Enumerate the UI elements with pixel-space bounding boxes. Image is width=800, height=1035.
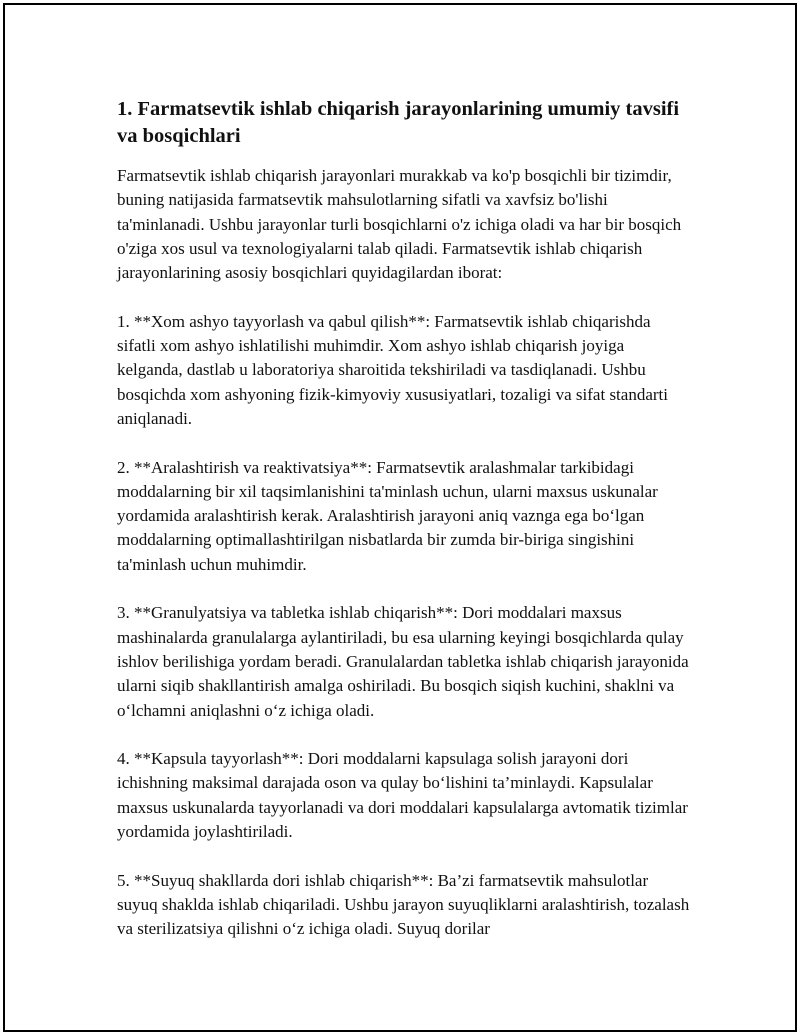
step-5-paragraph: 5. **Suyuq shakllarda dori ishlab chiqarish**: Ba’zi farmatsevtik mahsulotlar suyuq shaklda ishlab chiqariladi. Ushbu jarayon suyuqliklarni aralashtirish, tozalash va sterilizatsiya qilishni o‘z ichiga oladi. Suyuq dorilar bbox=[117, 870, 690, 939]
step-3-paragraph: 3. **Granulyatsiya va tabletka ishlab chiqarish**: Dori moddalari maxsus mashinalarda granulalarga aylantiriladi, bu esa ularning keyingi bosqichlarda qulay ishlov berilishiga yordam beradi. Granulalardan tabletka ishlab chiqarish jarayonida ularni siqib shakllantirish amalga oshiriladi. Bu bosqich siqish kuchini, shaklni va o‘lchamni aniqlashni o‘z ichiga oladi. bbox=[117, 603, 689, 720]
section-heading: 1. Farmatsevtik ishlab chiqarish jarayonlarining umumiy tavsifi va bosqichlari bbox=[117, 98, 680, 147]
intro-paragraph: Farmatsevtik ishlab chiqarish jarayonlari murakkab va ko'p bosqichli bir tizimdir, buning natijasida farmatsevtik mahsulotlarning sifatli va xavfsiz bo'lishi ta'minlanadi. Ushbu jarayonlar turli bosqichlarni o'z ichiga oladi va har bir bosqich o'ziga xos usul va texnologiyalarni talab qiladi. Farmatsevtik ishlab chiqarish jarayonlarining asosiy bosqichlari quyidagilardan iborat: bbox=[117, 166, 682, 283]
step-1-paragraph: 1. **Xom ashyo tayyorlash va qabul qilish**: Farmatsevtik ishlab chiqarishda sifatli xom ashyo ishlatilishi muhimdir. Xom ashyo ishlab chiqarish joyiga kelganda, dastlab u laboratoriya sharoitida tekshiriladi va tasdiqlanadi. Ushbu bosqichda xom ashyoning fizik-kimyoviy xususiyatlari, tozaligi va sifat standarti aniqlanadi. bbox=[117, 311, 668, 428]
document-body bbox=[117, 96, 692, 966]
step-2-paragraph: 2. **Aralashtirish va reaktivatsiya**: Farmatsevtik aralashmalar tarkibidagi moddalarning bir xil taqsimlanishini ta'minlash uchun, ularni maxsus uskunalar yordamida aralashtirish kerak. Aralashtirish jarayoni aniq vaznga ega bo‘lgan moddalarning optimallashtirilgan nisbatlarda bir zumda bir-biriga singishini ta'minlash uchun muhimdir. bbox=[117, 457, 658, 574]
step-4-paragraph: 4. **Kapsula tayyorlash**: Dori moddalarni kapsulaga solish jarayoni dori ichishning maksimal darajada oson va qulay bo‘lishini ta’minlaydi. Kapsulalar maxsus uskunalarda tayyorlanadi va dori moddalari kapsulalarga avtomatik tizimlar yordamida joylashtiriladi. bbox=[117, 749, 688, 842]
